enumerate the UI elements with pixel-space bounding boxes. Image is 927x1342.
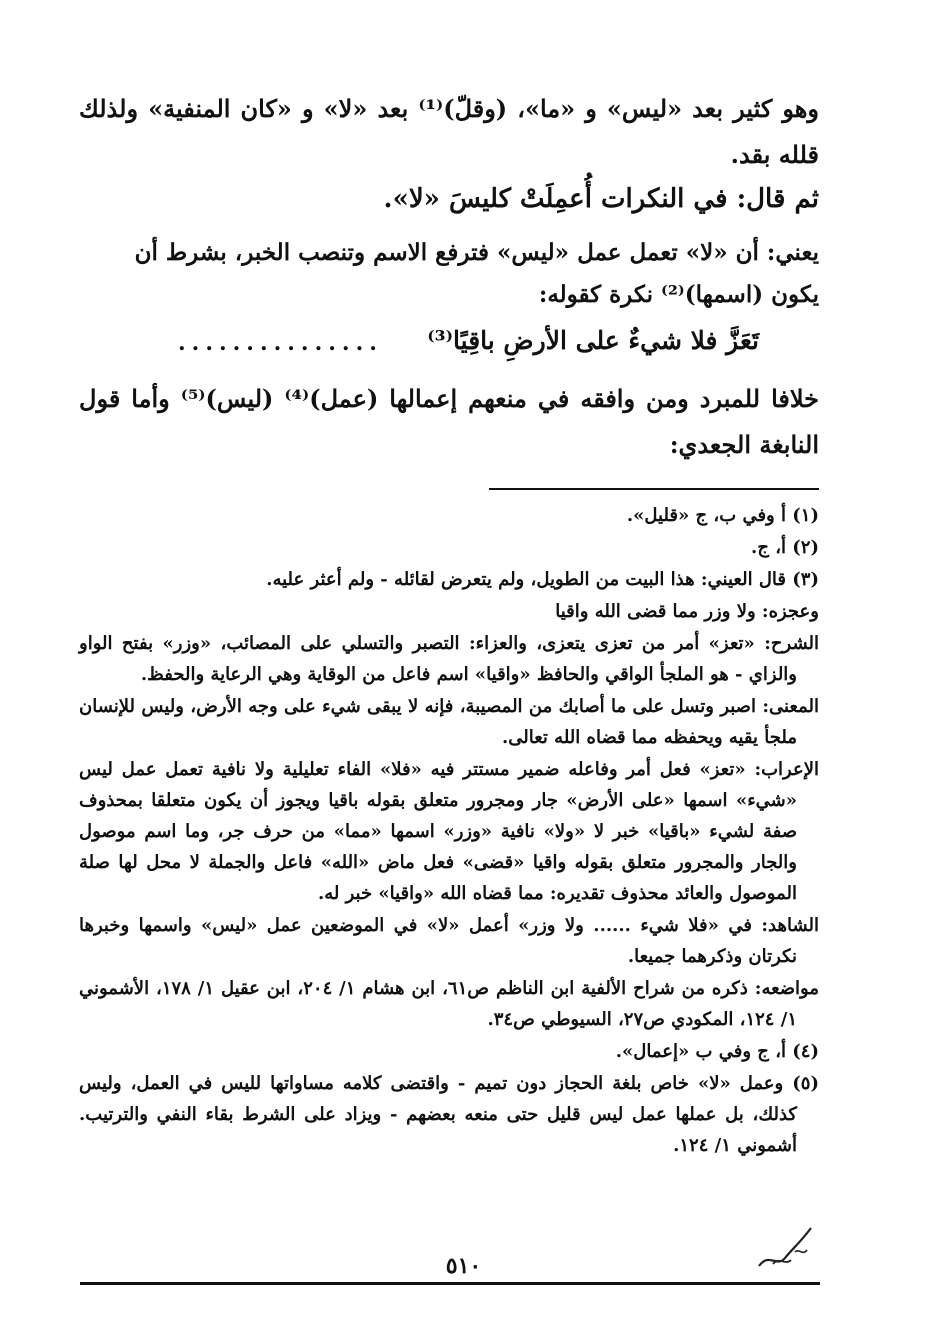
- quoted-verse: تَعَزَّ فلا شيءٌ على الأرضِ باقِيًا⁽³⁾: [427, 326, 759, 355]
- footnote-3-sources: مواضعه: ذكره من شراح الألفية ابن الناظم ص٦١، ابن هشام ١/ ٢٠٤، ابن عقيل ١/ ١٧٨، الأشموني ١/ ١٢٤، المكودي ص٢٧، السيوطي ص٣٤.: [79, 978, 820, 1030]
- footnote-5: (٥) وعمل «لا» خاص بلغة الحجاز دون تميم - واقتضى كلامه مساواتها لليس في العمل، وليس كذلك، بل عملها عمل ليس قليل حتى منعه بعضهم - ويزاد على الشرط بقاء النفي والترتيب. أشموني ١/ ١٢٤.: [79, 1073, 819, 1156]
- bottom-rule: [80, 1282, 820, 1285]
- verse-introduction: ثم قال: في النكرات أُعمِلَتْ كليسَ «لا».: [383, 184, 819, 214]
- footnote-3-commentary: الشرح: «تعز» أمر من تعزى يتعزى، والعزاء: التصبر والتسلي على المصائب، «وزر» بفتح الواو والزاي - هو الملجأ الواقي والحافظ «واقيا» اسم فاعل من الوقاية وهي الرعاية والحفظ.: [79, 633, 819, 685]
- body-paragraph-2-line-2: يكون (اسمها)⁽²⁾ نكرة كقوله:: [538, 281, 819, 308]
- body-paragraph-3: خلافا للمبرد ومن وافقه في منعهم إعمالها (عمل)⁽⁴⁾ (ليس)⁽⁵⁾ وأما قول النابغة الجعدي:: [79, 384, 820, 459]
- footnote-1: (١) أ وفي ب، ج «قليل».: [626, 505, 819, 526]
- footnote-separator: [489, 488, 819, 490]
- page-number: ٥١٠: [445, 1253, 482, 1279]
- footnote-4: (٤) أ، ج وفي ب «إعمال».: [615, 1041, 819, 1062]
- body-paragraph-1: وهو كثير بعد «ليس» و «ما»، (وقلّ)⁽¹⁾ بعد «لا» و «كان المنفية» ولذلك قلله بقد.: [79, 94, 819, 169]
- body-paragraph-2-line-1: يعني: أن «لا» تعمل عمل «ليس» فترفع الاسم وتنصب الخبر، بشرط أن: [134, 239, 819, 266]
- footnote-3-meaning: المعنى: اصبر وتسل على ما أصابك من المصيبة، فإنه لا يبقى شيء على وجه الأرض، وليس للإنسان ملجأ يقيه ويحفظه مما قضاه الله تعالى.: [79, 696, 819, 748]
- footnote-2: (٢) أ، ج.: [751, 537, 819, 558]
- verse-ellipsis: ...............: [178, 330, 383, 356]
- footnote-3-evidence: الشاهد: في «فلا شيء ...... ولا وزر» أعمل «لا» في الموضعين عمل «ليس» واسمها وخبرها نكرتان وذكرهما جميعا.: [79, 915, 819, 967]
- footnote-3-parsing: الإعراب: «تعز» فعل أمر وفاعله ضمير مستتر فيه «فلا» الفاء تعليلية ولا نافية تعمل عمل ليس «شيء» اسمها «على الأرض» جار ومجرور متعلق بقوله باقيا ويجوز أن يكون متعلقا بمحذوف صفة لشيء «باقيا» خبر لا «ولا» نافية «وزر» اسمها «مما» من حرف جر، وما اسم موصول والجار والمجرور متعلق بقوله واقيا «قضى» فعل ماض «الله» فاعل والجملة لا محل لها صلة الموصول والعائد محذوف تقديره: مما قضاه الله «واقيا» خبر له.: [79, 759, 819, 904]
- footnote-3-hemistich: وعجزه: ولا وزر مما قضى الله واقيا: [555, 601, 819, 622]
- footnotes: [79, 500, 819, 1162]
- footnote-3: (٣) قال العيني: هذا البيت من الطويل، ولم يتعرض لقائله - ولم أعثر عليه.: [266, 569, 819, 590]
